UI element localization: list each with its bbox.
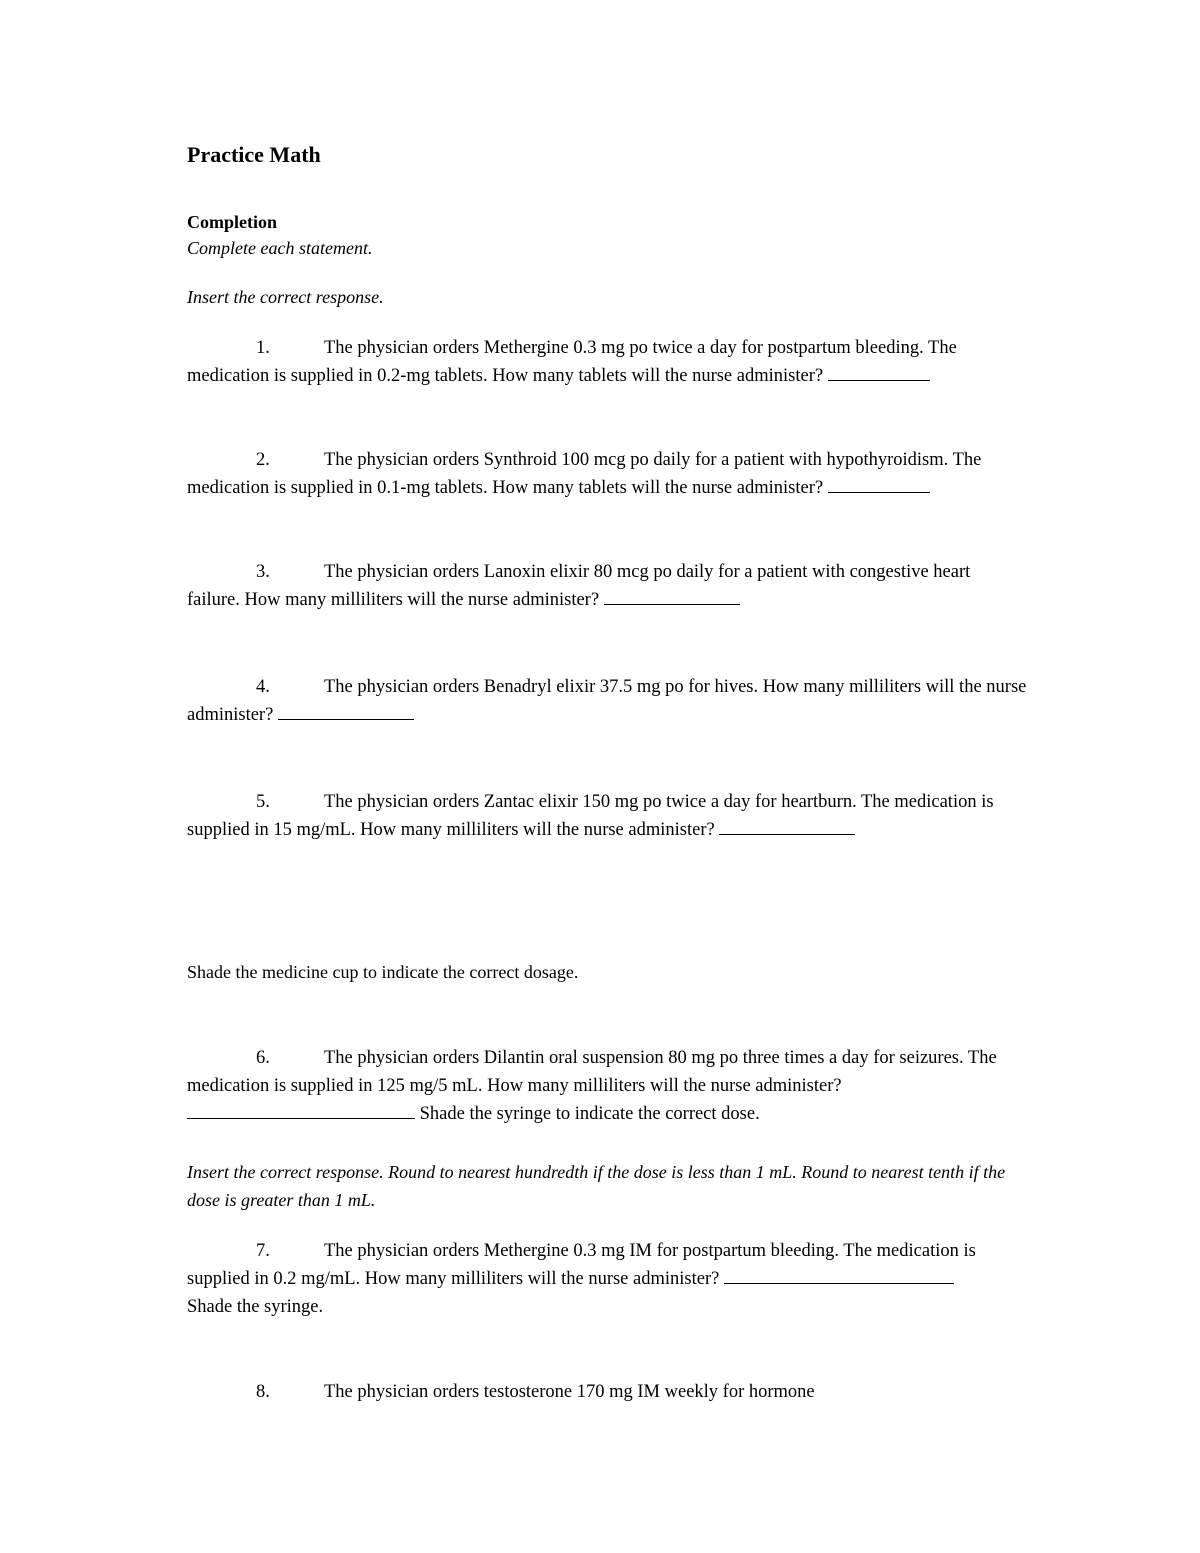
section-heading: Completion [187,212,277,232]
instruction-insert-response: Insert the correct response. [187,287,384,307]
question-text: The physician orders Methergine 0.3 mg po twice a day for postpartum bleeding. The medication is supplied in 0.2-mg tablets. How many tablets will the nurse administer? [187,338,957,386]
question-number: 1. [256,338,270,358]
question-number: 6. [256,1048,270,1068]
document-title: Practice Math [187,142,321,167]
question-text: The physician orders Benadryl elixir 37.5 mg po for hives. How many milliliters will the nurse administer? [187,677,1027,725]
question-text: The physician orders Dilantin oral suspension 80 mg po three times a day for seizures. The medication is supplied in 125 mg/5 mL. How many milliliters will the nurse administer? [187,1048,997,1096]
answer-blank[interactable] [724,1265,954,1284]
question-text: The physician orders testosterone 170 mg IM weekly for hormone [324,1382,815,1402]
question-text: The physician orders Lanoxin elixir 80 mcg po daily for a patient with congestive heart failure. How many milliliters will the nurse administer? [187,562,971,610]
question-number: 4. [256,677,270,697]
answer-blank[interactable] [828,474,930,493]
question-8 [187,1378,1027,1406]
question-1 [187,334,1027,390]
question-number: 8. [256,1382,270,1402]
question-2 [187,446,1027,502]
question-number: 2. [256,450,270,470]
question-text: The physician orders Zantac elixir 150 mg po twice a day for heartburn. The medication is supplied in 15 mg/mL. How many milliliters will the nurse administer? [187,792,994,840]
question-number: 3. [256,562,270,582]
answer-blank[interactable] [278,701,414,720]
section-instruction: Complete each statement. [187,238,373,258]
question-text: The physician orders Methergine 0.3 mg IM for postpartum bleeding. The medication is supplied in 0.2 mg/mL. How many milliliters will the nurse administer? [187,1241,976,1289]
question-4 [187,673,1027,729]
question-6 [187,1044,1027,1128]
question-text: The physician orders Synthroid 100 mcg po daily for a patient with hypothyroidism. The medication is supplied in 0.1-mg tablets. How many tablets will the nurse administer? [187,450,982,498]
question-5 [187,788,1027,844]
question-after-blank: Shade the syringe. [187,1297,324,1317]
question-7 [187,1237,1027,1321]
question-number: 7. [256,1241,270,1261]
question-after-blank: Shade the syringe to indicate the correct dose. [419,1104,760,1124]
question-3 [187,558,1027,614]
answer-blank[interactable] [187,1100,415,1119]
answer-blank[interactable] [828,362,930,381]
answer-blank[interactable] [719,816,855,835]
instruction-rounding: Insert the correct response. Round to nearest hundredth if the dose is less than 1 mL. Round to nearest tenth if the dose is greater than 1 mL. [187,1162,1006,1210]
question-number: 5. [256,792,270,812]
shade-cup-instruction: Shade the medicine cup to indicate the correct dosage. [187,962,579,982]
answer-blank[interactable] [604,586,740,605]
